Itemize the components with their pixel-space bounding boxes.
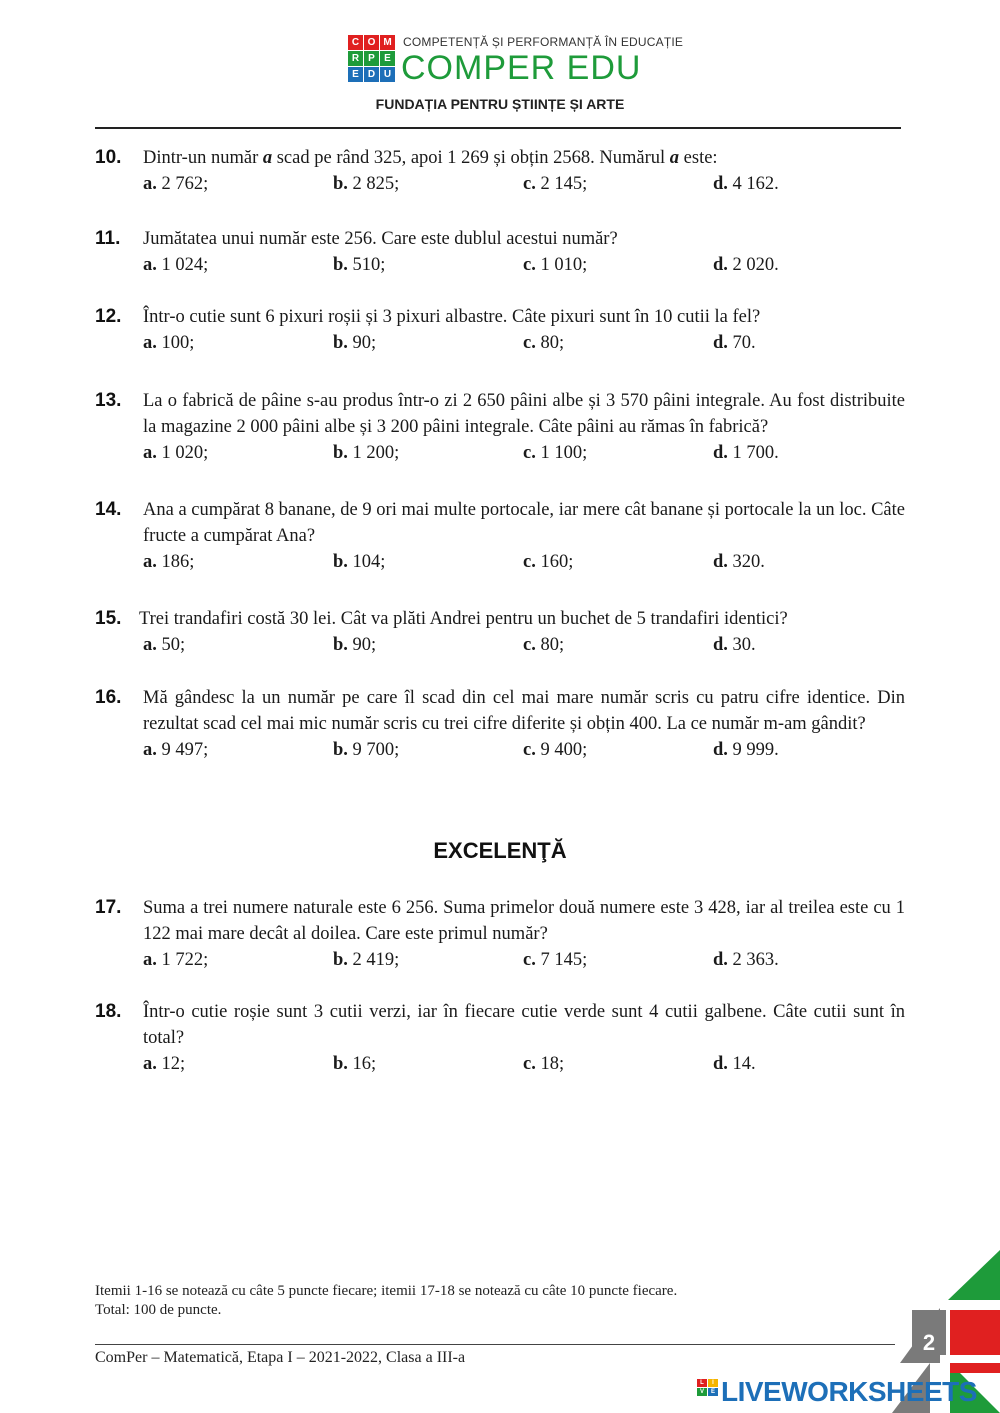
option-c[interactable]: c. 18; xyxy=(523,1054,565,1074)
question-text: Trei trandafiri costă 30 lei. Cât va plăti Andrei pentru un buchet de 5 trandafiri identici? xyxy=(139,609,788,629)
option-b[interactable]: b. 2 419; xyxy=(333,950,400,970)
lw-letter: E xyxy=(708,1388,718,1396)
corner-green-triangle xyxy=(948,1250,1000,1300)
answer-options xyxy=(143,632,905,658)
question-item-16 xyxy=(95,685,905,763)
option-d[interactable]: d. 14. xyxy=(713,1054,756,1074)
lw-letter: V xyxy=(697,1388,707,1396)
question-item-18 xyxy=(95,999,905,1077)
logo-letter: U xyxy=(380,67,395,82)
option-a[interactable]: a. 2 762; xyxy=(143,174,209,194)
question-item-12 xyxy=(95,304,905,356)
answer-options xyxy=(143,252,905,278)
question-number: 12. xyxy=(95,306,122,327)
option-b[interactable]: b. 1 200; xyxy=(333,443,400,463)
lw-letter: L xyxy=(697,1379,707,1387)
logo-letter: C xyxy=(348,35,363,50)
question-number: 18. xyxy=(95,1001,122,1022)
option-b[interactable]: b. 2 825; xyxy=(333,174,400,194)
footer-text: ComPer – Matematică, Etapa I – 2021-2022, Clasa a III-a xyxy=(95,1349,466,1366)
option-d[interactable]: d. 30. xyxy=(713,635,756,655)
option-b[interactable]: b. 104; xyxy=(333,552,386,572)
section-title: EXCELENŢĂ xyxy=(433,838,567,863)
option-c[interactable]: c. 1 010; xyxy=(523,255,588,275)
option-c[interactable]: c. 80; xyxy=(523,635,565,655)
question-number: 13. xyxy=(95,390,122,411)
option-d[interactable]: d. 9 999. xyxy=(713,740,779,760)
answer-options xyxy=(143,440,905,466)
question-text: Dintr-un număr a scad pe rând 325, apoi 1 269 și obțin 2568. Numărul a este: xyxy=(143,148,718,168)
comper-logo xyxy=(348,35,396,83)
question-number: 11. xyxy=(95,228,121,249)
option-d[interactable]: d. 70. xyxy=(713,333,756,353)
question-text: Mă gândesc la un număr pe care îl scad din cel mai mare număr scris cu patru cifre identice. Din rezultat scad cel mai mic număr scris cu trei cifre diferite și obțin 400. La ce număr m-am gândit? xyxy=(143,688,905,734)
option-c[interactable]: c. 7 145; xyxy=(523,950,588,970)
option-b[interactable]: b. 9 700; xyxy=(333,740,400,760)
option-d[interactable]: d. 320. xyxy=(713,552,765,572)
option-a[interactable]: a. 1 024; xyxy=(143,255,209,275)
scoring-note xyxy=(95,1282,677,1320)
option-c[interactable]: c. 2 145; xyxy=(523,174,588,194)
foundation-name: FUNDAȚIA PENTRU ȘTIINȚE ȘI ARTE xyxy=(375,96,625,112)
question-text: Într-o cutie sunt 6 pixuri roșii și 3 pixuri albastre. Câte pixuri sunt în 10 cutii la fel? xyxy=(143,307,761,327)
header-divider xyxy=(95,127,901,129)
question-item-15 xyxy=(95,606,905,658)
option-c[interactable]: c. 160; xyxy=(523,552,574,572)
footer-divider xyxy=(95,1344,895,1345)
question-text: Jumătatea unui număr este 256. Care este dublul acestui număr? xyxy=(143,229,618,249)
question-number: 14. xyxy=(95,499,122,520)
tagline: COMPETENȚĂ ȘI PERFORMANȚĂ ÎN EDUCAȚIE xyxy=(403,35,684,49)
logo-letter: M xyxy=(380,35,395,50)
option-d[interactable]: d. 2 020. xyxy=(713,255,779,275)
question-text: Într-o cutie roșie sunt 3 cutii verzi, iar în fiecare cutie verde sunt 4 cutii galbene. Câte cutii sunt în total? xyxy=(143,1002,905,1048)
corner-red-bar xyxy=(950,1363,1000,1373)
document-header xyxy=(0,30,1000,130)
option-a[interactable]: a. 9 497; xyxy=(143,740,209,760)
question-number: 16. xyxy=(95,687,122,708)
option-a[interactable]: a. 100; xyxy=(143,333,195,353)
answer-options xyxy=(143,947,905,973)
option-d[interactable]: d. 2 363. xyxy=(713,950,779,970)
answer-options xyxy=(143,330,905,356)
question-item-14 xyxy=(95,497,905,575)
option-a[interactable]: a. 50; xyxy=(143,635,186,655)
logo-letter: E xyxy=(380,51,395,66)
option-c[interactable]: c. 9 400; xyxy=(523,740,588,760)
question-text: Suma a trei numere naturale este 6 256. Suma primelor două numere este 3 428, iar al treilea este cu 1 122 mai mare decât al doilea. Care este primul număr? xyxy=(143,898,905,944)
answer-options xyxy=(143,549,905,575)
option-c[interactable]: c. 80; xyxy=(523,333,565,353)
scoring-total: Total: 100 de puncte. xyxy=(95,1302,222,1318)
question-item-13 xyxy=(95,388,905,466)
option-a[interactable]: a. 12; xyxy=(143,1054,186,1074)
page-number: 2 xyxy=(922,1330,936,1355)
scoring-note-line: Itemii 1-16 se notează cu câte 5 puncte fiecare; itemii 17-18 se notează cu câte 10 puncte fiecare. xyxy=(95,1283,678,1299)
liveworksheets-icon xyxy=(697,1379,719,1406)
question-text: Ana a cumpărat 8 banane, de 9 ori mai multe portocale, iar mere cât banane și portocale la un loc. Câte fructe a cumpărat Ana? xyxy=(143,500,905,546)
brand-name: COMPER EDU xyxy=(401,49,642,87)
option-b[interactable]: b. 510; xyxy=(333,255,386,275)
option-a[interactable]: a. 186; xyxy=(143,552,195,572)
question-number: 10. xyxy=(95,147,122,168)
question-item-10 xyxy=(95,145,905,197)
option-b[interactable]: b. 16; xyxy=(333,1054,377,1074)
option-d[interactable]: d. 1 700. xyxy=(713,443,779,463)
corner-red-square xyxy=(950,1310,1000,1355)
option-b[interactable]: b. 90; xyxy=(333,333,377,353)
question-item-11 xyxy=(95,226,905,278)
answer-options xyxy=(143,171,905,197)
question-item-17 xyxy=(95,895,905,973)
logo-letter: R xyxy=(348,51,363,66)
liveworksheets-text: LIVEWORKSHEETS xyxy=(721,1376,977,1407)
option-c[interactable]: c. 1 100; xyxy=(523,443,588,463)
option-d[interactable]: d. 4 162. xyxy=(713,174,779,194)
logo-letter: P xyxy=(364,51,379,66)
answer-options xyxy=(143,1051,905,1077)
answer-options xyxy=(143,737,905,763)
question-text: La o fabrică de pâine s-au produs într-o zi 2 650 pâini albe și 3 570 pâini integrale. Au fost distribuite la magazine 2 000 pâini albe și 3 200 pâini integrale. Câte pâini au rămas în fabrică? xyxy=(143,391,905,437)
logo-letter: O xyxy=(364,35,379,50)
option-b[interactable]: b. 90; xyxy=(333,635,377,655)
lw-letter: I xyxy=(708,1379,718,1387)
question-number: 15. xyxy=(95,608,122,629)
option-a[interactable]: a. 1 722; xyxy=(143,950,209,970)
option-a[interactable]: a. 1 020; xyxy=(143,443,209,463)
logo-letter: E xyxy=(348,67,363,82)
logo-letter: D xyxy=(364,67,379,82)
question-number: 17. xyxy=(95,897,122,918)
